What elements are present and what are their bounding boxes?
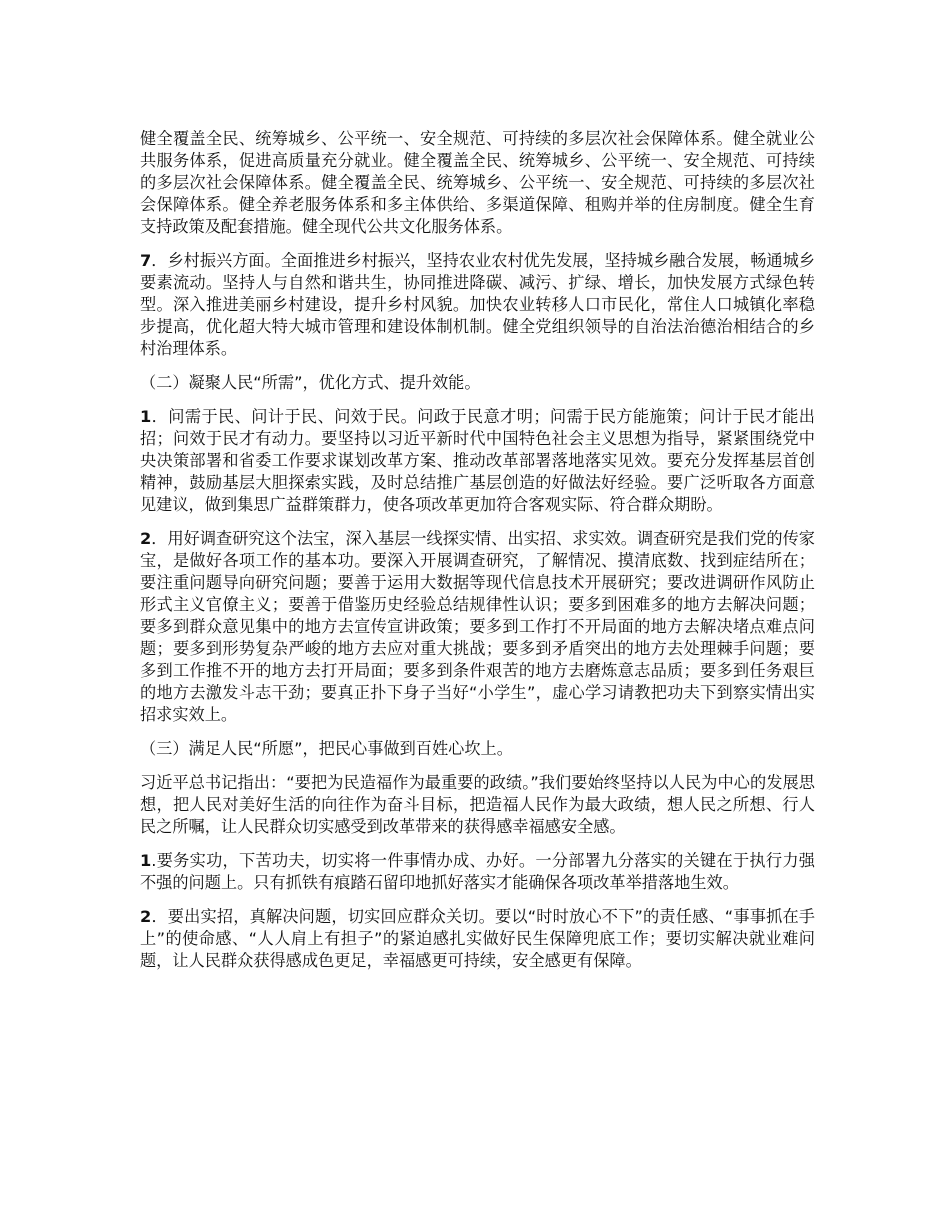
paragraph-real-measures bbox=[140, 906, 815, 972]
item-number: 7 bbox=[140, 251, 152, 270]
item-number: 1 bbox=[140, 407, 152, 426]
document-page bbox=[140, 128, 815, 984]
paragraph-text: 健全覆盖全民、统筹城乡、公平统一、安全规范、可持续的多层次社会保障体系。健全就业公共服务体系，促进高质量充分就业。健全覆盖全民、统筹城乡、公平统一、安全规范、可持续的多层次社会保障体系。健全覆盖全民、统筹城乡、公平统一、安全规范、可持续的多层次社会保障体系。健全养老服务体系和多主体供给、多渠道保障、租购并举的住房制度。健全生育支持政策及配套措施。健全现代公共文化服务体系。 bbox=[140, 129, 815, 236]
paragraph-text: ．用好调查研究这个法宝，深入基层一线探实情、出实招、求实效。调查研究是我们党的传家宝，是做好各项工作的基本功。要深入开展调查研究，了解情况、摸清底数、找到症结所在；要注重问题导向研究问题；要善于运用大数据等现代信息技术开展研究；要改进调研作风防止形式主义官僚主义；要善于借鉴历史经验总结规律性认识；要多到困难多的地方去解决问题；要多到群众意见集中的地方去宣传宣讲政策；要多到工作打不开局面的地方去解决堵点难点问题；要多到形势复杂严峻的地方去应对重大挑战；要多到矛盾突出的地方去处理棘手问题；要多到工作推不开的地方去打开局面；要多到条件艰苦的地方去磨炼意志品质；要多到任务艰巨的地方去激发斗志干劲；要真正扑下身子当好“小学生”，虚心学习请教把功夫下到察实情出实招求实效上。 bbox=[140, 529, 815, 724]
paragraph-rural-revitalization bbox=[140, 250, 815, 360]
item-number: 1 bbox=[140, 851, 152, 870]
item-number: 2 bbox=[140, 529, 152, 548]
paragraph-social-security bbox=[140, 128, 815, 238]
paragraph-investigation bbox=[140, 528, 815, 726]
paragraph-text: ．乡村振兴方面。全面推进乡村振兴，坚持农业农村优先发展，坚持城乡融合发展，畅通城乡要素流动。坚持人与自然和谐共生，协同推进降碳、减污、扩绿、增长，加快发展方式绿色转型。深入推进美丽乡村建设，提升乡村风貌。加快农业转移人口市民化，常住人口城镇化率稳步提高，优化超大特大城市管理和建设体制机制。健全党组织领导的自治法治德治相结合的乡村治理体系。 bbox=[140, 251, 815, 358]
section-heading-2 bbox=[140, 372, 815, 394]
item-number: 2 bbox=[140, 907, 152, 926]
paragraph-text: ．要出实招，真解决问题，切实回应群众关切。要以“时时放心不下”的责任感、“事事抓在手上”的使命感、“人人肩上有担子”的紧迫感扎实做好民生保障兜底工作；要切实解决就业难问题，让人民群众获得感成色更足，幸福感更可持续，安全感更有保障。 bbox=[140, 907, 815, 970]
heading-text: （二）凝聚人民“所需”，优化方式、提升效能。 bbox=[140, 373, 481, 392]
heading-text: （三）满足人民“所愿”，把民心事做到百姓心坎上。 bbox=[140, 739, 513, 758]
section-heading-3 bbox=[140, 738, 815, 760]
paragraph-quote bbox=[140, 772, 815, 838]
paragraph-text: .要务实功，下苦功夫，切实将一件事情办成、办好。一分部署九分落实的关键在于执行力强不强的问题上。只有抓铁有痕踏石留印地抓好落实才能确保各项改革举措落地生效。 bbox=[140, 851, 815, 892]
paragraph-practical-work bbox=[140, 850, 815, 894]
paragraph-ask-people bbox=[140, 406, 815, 516]
paragraph-text: 习近平总书记指出：“要把为民造福作为最重要的政绩。”我们要始终坚持以人民为中心的发展思想，把人民对美好生活的向往作为奋斗目标，把造福人民作为最大政绩，想人民之所想、行人民之所嘱，让人民群众切实感受到改革带来的获得感幸福感安全感。 bbox=[140, 773, 815, 836]
paragraph-text: ．问需于民、问计于民、问效于民。问政于民意才明；问需于民方能施策；问计于民才能出招；问效于民才有动力。要坚持以习近平新时代中国特色社会主义思想为指导，紧紧围绕党中央决策部署和省委工作要求谋划改革方案、推动改革部署落地落实见效。要充分发挥基层首创精神，鼓励基层大胆探索实践，及时总结推广基层创造的好做法好经验。要广泛听取各方面意见建议，做到集思广益群策群力，使各项改革更加符合客观实际、符合群众期盼。 bbox=[140, 407, 815, 514]
